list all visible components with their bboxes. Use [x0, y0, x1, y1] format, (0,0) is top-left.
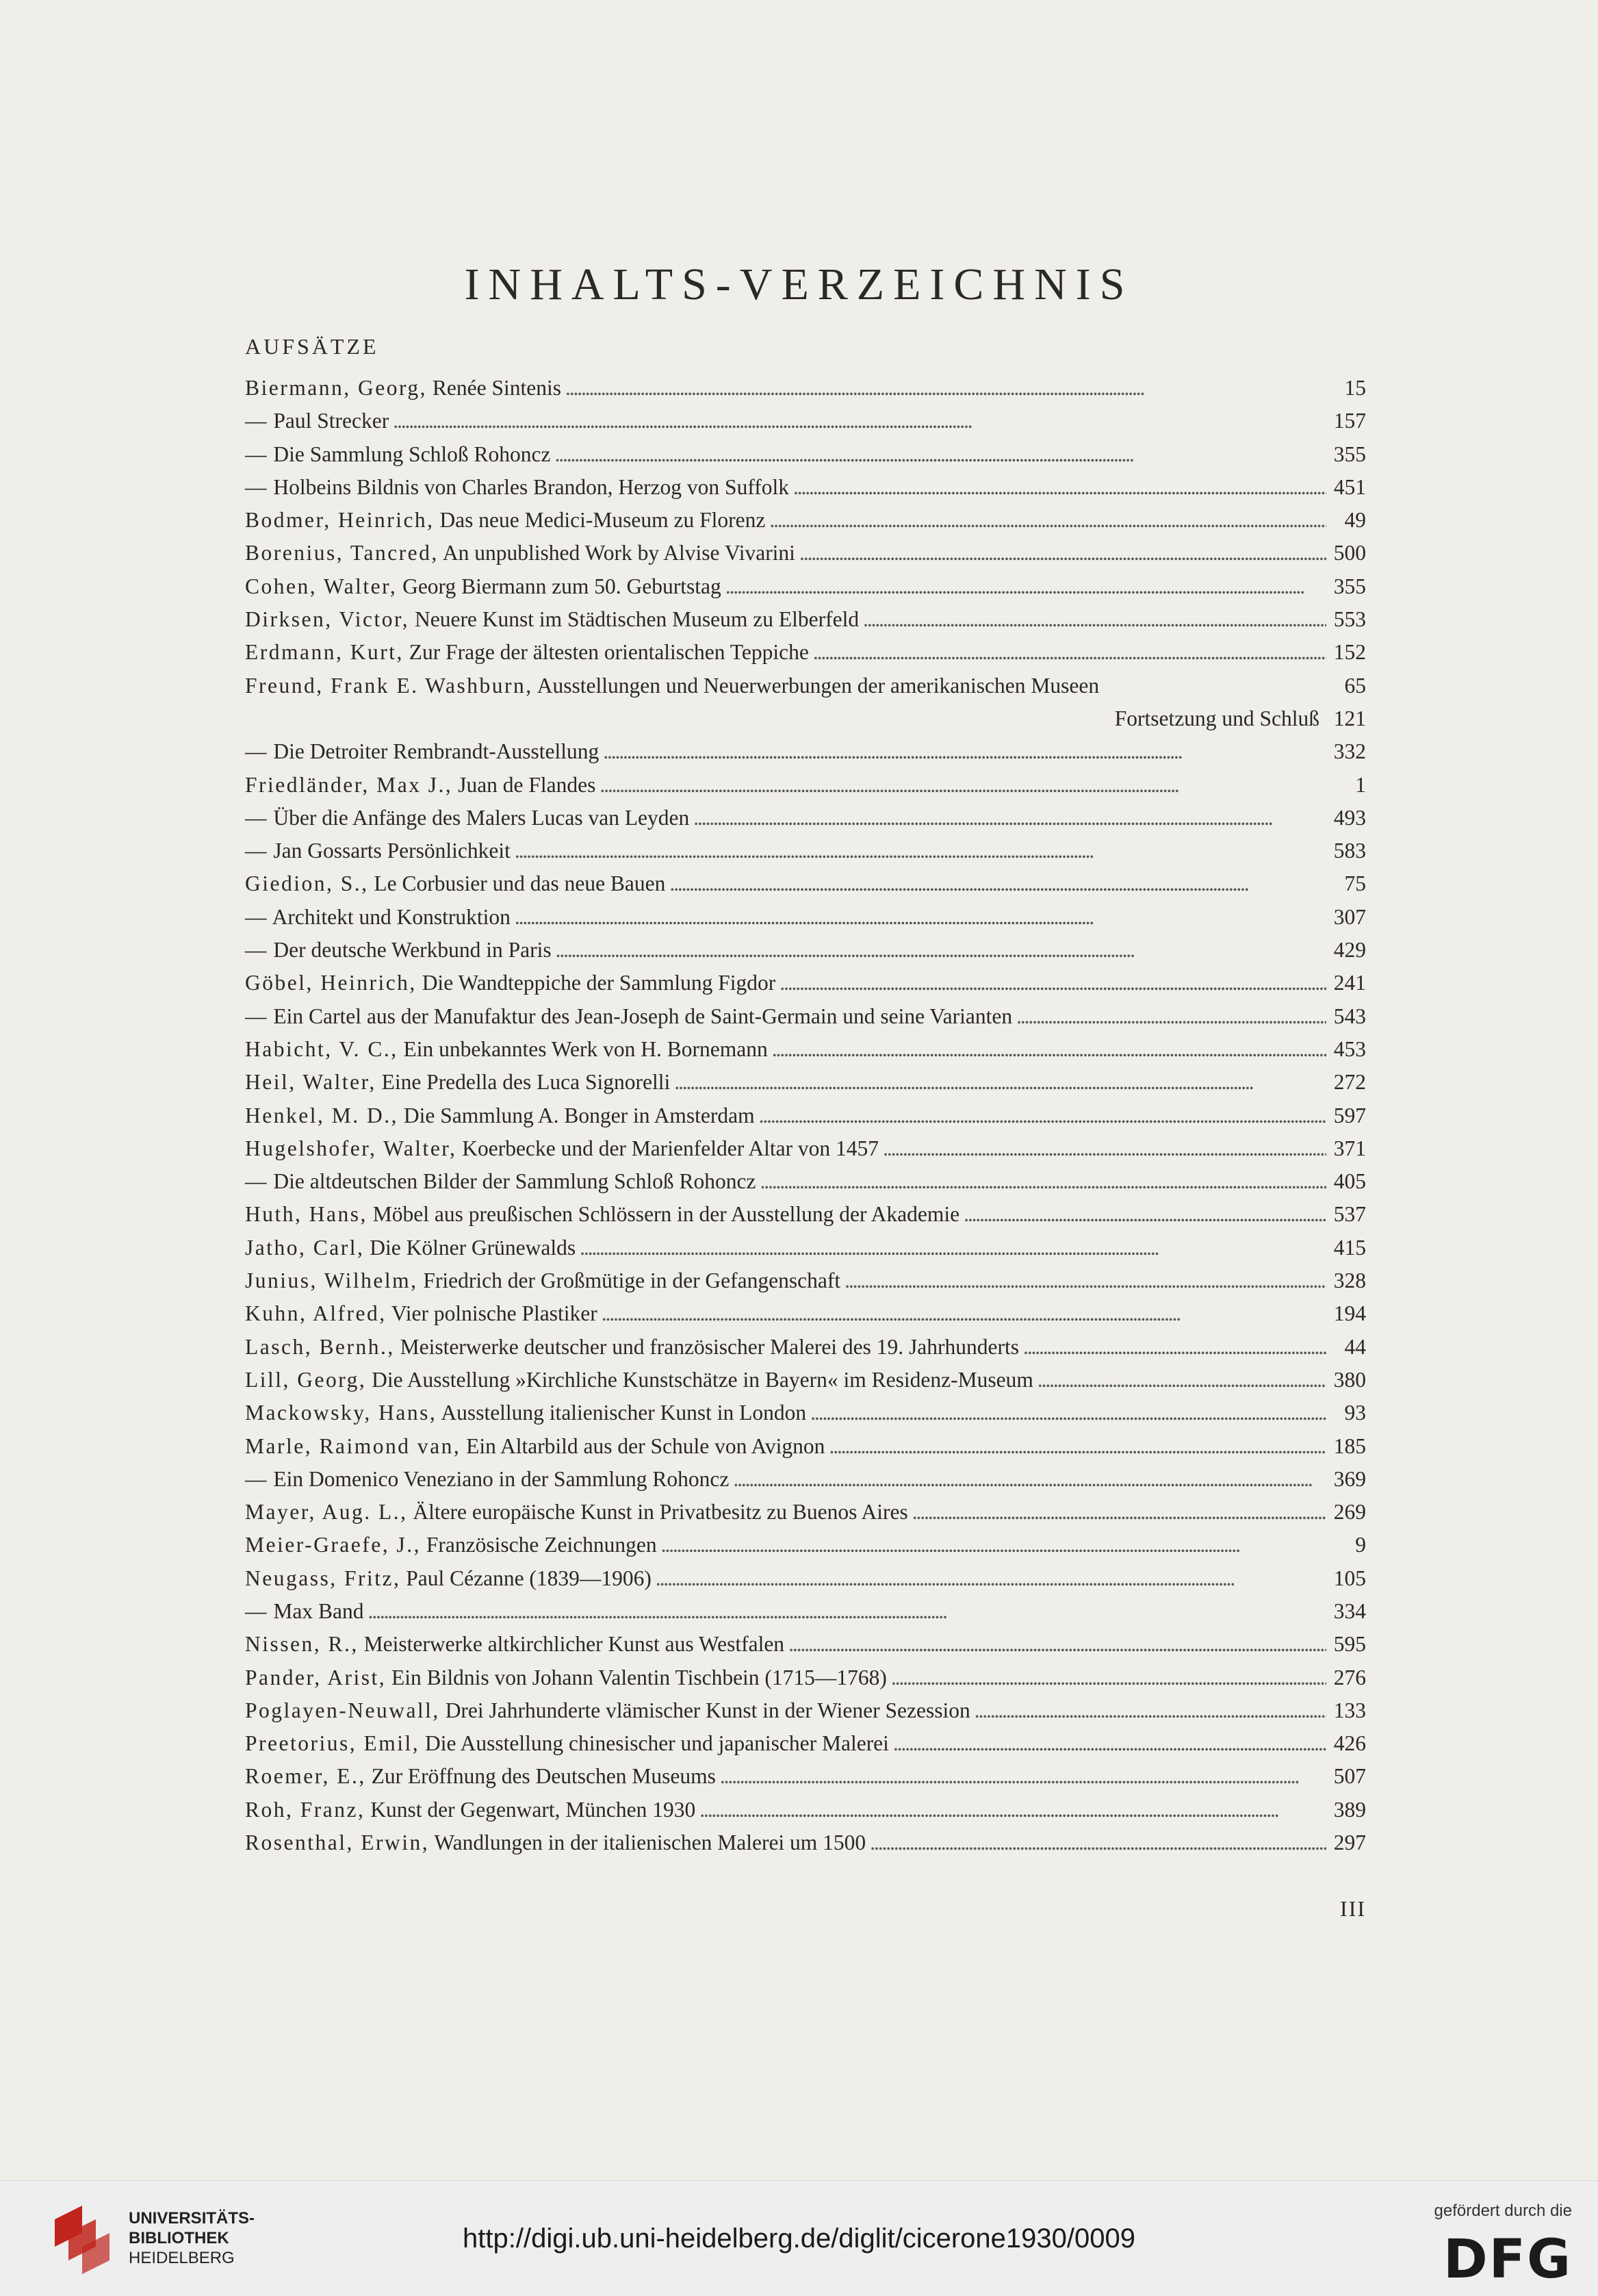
ditto-dash: —: [245, 839, 267, 863]
dfg-logo: DFG: [1443, 2229, 1572, 2291]
ditto-dash: —: [245, 1169, 267, 1194]
toc-entry: [245, 769, 1366, 802]
entry-title: Kunst der Gegenwart, München 1930: [365, 1797, 696, 1822]
dot-leader: [656, 1562, 1326, 1595]
entry-title: Die Kölner Grünewalds: [364, 1235, 576, 1260]
toc-entry: [245, 1628, 1366, 1661]
dot-leader: [556, 934, 1326, 967]
entry-author: Roemer, E.,: [245, 1764, 366, 1789]
entry-author: Junius, Wilhelm,: [245, 1268, 418, 1293]
entry-page-number: 269: [1333, 1500, 1366, 1525]
ditto-dash: —: [245, 904, 267, 929]
funding-note: gefördert durch die: [1434, 2202, 1572, 2220]
toc-entry: [245, 967, 1366, 999]
ditto-dash: —: [245, 1466, 267, 1491]
entry-title: Architekt und Konstruktion: [268, 904, 511, 929]
toc-entry: [245, 1331, 1366, 1364]
entry-author: Jatho, Carl,: [245, 1235, 365, 1260]
toc-entry: [245, 1826, 1366, 1859]
entry-page-number: 543: [1333, 1004, 1366, 1028]
dot-leader: [810, 1396, 1326, 1429]
entry-title: Koerbecke und der Marienfelder Altar von 1457: [456, 1136, 879, 1160]
dot-leader: [580, 1232, 1326, 1264]
entry-page-number: 276: [1333, 1665, 1366, 1689]
page-number: III: [1340, 1896, 1366, 1921]
entry-author: Cohen, Walter,: [245, 574, 398, 598]
toc-entry: [245, 471, 1366, 504]
entry-title: Paul Strecker: [268, 409, 389, 433]
entry-title: Drei Jahrhunderte vlämischer Kunst in der Wiener Sezession: [439, 1698, 970, 1722]
toc-entry: [245, 1430, 1366, 1463]
toc-entry: [245, 702, 1366, 735]
dot-leader: [1038, 1364, 1326, 1396]
entry-page-number: 597: [1333, 1103, 1366, 1127]
ditto-dash: —: [245, 805, 267, 830]
entry-page-number: 583: [1333, 839, 1366, 863]
toc-entry: [245, 1496, 1366, 1529]
entry-page-number: 133: [1333, 1698, 1366, 1722]
dot-leader: [799, 537, 1326, 570]
entry-author: Dirksen, Victor,: [245, 607, 410, 632]
entry-title: Die Ausstellung chinesischer und japanischer Malerei: [420, 1731, 889, 1756]
dot-leader: [893, 1727, 1326, 1760]
toc-entry: [245, 438, 1366, 471]
entry-page-number: 451: [1333, 474, 1366, 499]
dot-leader: [760, 1165, 1326, 1198]
toc-entry: [245, 1099, 1366, 1132]
dot-leader: [779, 967, 1326, 999]
entry-author: Marle, Raimond van,: [245, 1433, 461, 1458]
entry-page-number: 272: [1333, 1070, 1366, 1095]
entry-page-number: 49: [1344, 508, 1366, 533]
dot-leader: [368, 1595, 1326, 1628]
dot-leader: [883, 1132, 1326, 1165]
dot-leader: [699, 1794, 1326, 1826]
toc-entry: [245, 1529, 1366, 1561]
toc-entry: [245, 603, 1366, 636]
library-name: UNIVERSITÄTS- BIBLIOTHEK HEIDELBERG: [129, 2209, 255, 2267]
entry-page-number: 328: [1333, 1268, 1366, 1293]
entry-page-number: 371: [1333, 1136, 1366, 1160]
toc-entry: [245, 934, 1366, 967]
dot-leader: [720, 1760, 1326, 1793]
dot-leader: [863, 603, 1326, 636]
footer-bar: [0, 2180, 1598, 2296]
entry-page-number: 553: [1333, 607, 1366, 632]
entry-title: Die altdeutschen Bilder der Sammlung Schloß Rohoncz: [268, 1169, 756, 1194]
entry-author: Hugelshofer, Walter,: [245, 1136, 457, 1160]
entry-title: Ausstellungen und Neuerwerbungen der amerikanischen Museen: [532, 673, 1100, 698]
entry-author: Pander, Arist,: [245, 1665, 387, 1689]
toc-entry: [245, 636, 1366, 669]
dot-leader: [813, 636, 1326, 669]
toc-entry: [245, 405, 1366, 437]
entry-title: Zur Eröffnung des Deutschen Museums: [365, 1764, 716, 1789]
entry-author: Borenius, Tancred,: [245, 541, 439, 565]
entry-author: Freund, Frank E. Washburn,: [245, 673, 533, 698]
toc-entry: [245, 1165, 1366, 1198]
entry-page-number: 241: [1333, 971, 1366, 995]
entry-title: Die Sammlung Schloß Rohoncz: [268, 442, 551, 466]
dot-leader: [759, 1099, 1326, 1132]
entry-page-number: 507: [1333, 1764, 1366, 1789]
entry-page-number: 297: [1333, 1831, 1366, 1855]
toc-entry: [245, 1760, 1366, 1793]
toc-entry: [245, 834, 1366, 867]
entry-author: Friedländer, Max J.,: [245, 772, 453, 797]
entry-title: Die Ausstellung »Kirchliche Kunstschätze in Bayern« im Residenz-Museum: [366, 1367, 1033, 1392]
dot-leader: [912, 1496, 1326, 1529]
dot-leader: [661, 1529, 1326, 1561]
entry-author: Preetorius, Emil,: [245, 1731, 420, 1756]
entry-title: Ein Bildnis von Johann Valentin Tischbein (1715—1768): [386, 1665, 887, 1689]
dot-leader: [515, 834, 1326, 867]
entry-author: Mayer, Aug. L.,: [245, 1500, 408, 1525]
entry-page-number: 369: [1333, 1466, 1366, 1491]
toc-entry: [245, 802, 1366, 834]
entry-page-number: 500: [1333, 541, 1366, 565]
entry-title: Ein Domenico Veneziano in der Sammlung Rohoncz: [268, 1466, 730, 1491]
entry-page-number: 194: [1333, 1301, 1366, 1326]
entry-title: Ein Cartel aus der Manufaktur des Jean-Joseph de Saint-Germain und seine Varianten: [268, 1004, 1013, 1028]
entry-title: Ausstellung italienischer Kunst in London: [437, 1401, 807, 1425]
entry-title: Fortsetzung und Schluß: [1114, 706, 1319, 730]
entry-title: Meisterwerke deutscher und französischer Malerei des 19. Jahrhunderts: [394, 1334, 1020, 1359]
entry-title: Renée Sintenis: [427, 376, 561, 400]
entry-author: Erdmann, Kurt,: [245, 640, 404, 665]
dot-leader: [674, 1066, 1326, 1099]
entry-page-number: 493: [1333, 805, 1366, 830]
entry-page-number: 332: [1333, 739, 1366, 764]
dot-leader: [565, 372, 1326, 405]
toc-entry: [245, 1595, 1366, 1628]
dot-leader: [845, 1264, 1326, 1297]
entry-author: Giedion, S.,: [245, 871, 369, 896]
toc-entry: [245, 1232, 1366, 1264]
toc-entry: [245, 1364, 1366, 1396]
toc-entry: [245, 901, 1366, 934]
entry-page-number: 121: [1333, 706, 1366, 730]
entry-title: Paul Cézanne (1839—1906): [400, 1566, 652, 1590]
toc-entry: [245, 1297, 1366, 1330]
entry-title: Die Wandteppiche der Sammlung Figdor: [416, 971, 776, 995]
entry-title: Meisterwerke altkirchlicher Kunst aus Westfalen: [358, 1632, 785, 1657]
entry-author: Bodmer, Heinrich,: [245, 508, 435, 533]
dot-leader: [769, 504, 1326, 537]
entry-title: Georg Biermann zum 50. Geburtstag: [397, 574, 721, 598]
entry-author: Poglayen-Neuwall,: [245, 1698, 440, 1722]
entry-page-number: 105: [1333, 1566, 1366, 1590]
toc-entry: [245, 1794, 1366, 1826]
source-url-link[interactable]: http://digi.ub.uni-heidelberg.de/diglit/cicerone1930/0009: [463, 2223, 1135, 2254]
entry-title: Friedrich der Großmütige in der Gefangenschaft: [417, 1268, 841, 1293]
entry-page-number: 44: [1344, 1334, 1366, 1359]
dot-leader: [772, 1033, 1326, 1066]
entry-author: Rosenthal, Erwin,: [245, 1831, 430, 1855]
entry-title: Die Sammlung A. Bonger in Amsterdam: [398, 1103, 755, 1127]
entry-page-number: 15: [1344, 376, 1366, 400]
dot-leader: [554, 438, 1326, 471]
dot-leader: [1023, 1331, 1326, 1364]
toc-entry: [245, 1066, 1366, 1099]
entry-title: Juan de Flandes: [452, 772, 596, 797]
toc-entry: [245, 1396, 1366, 1429]
toc-entry: [245, 1562, 1366, 1595]
entry-author: Roh, Franz,: [245, 1797, 365, 1822]
toc-entry: [245, 735, 1366, 768]
entry-page-number: 307: [1333, 904, 1366, 929]
entry-page-number: 595: [1333, 1632, 1366, 1657]
toc-entry: [245, 372, 1366, 405]
ditto-dash: —: [245, 1598, 267, 1623]
entry-title: Ein unbekanntes Werk von H. Bornemann: [398, 1036, 768, 1061]
entry-author: Nissen, R.,: [245, 1632, 359, 1657]
toc-entry: [245, 1727, 1366, 1760]
entry-page-number: 426: [1333, 1731, 1366, 1756]
entry-page-number: 389: [1333, 1797, 1366, 1822]
entry-page-number: 93: [1344, 1401, 1366, 1425]
entry-title: Ein Altarbild aus der Schule von Avignon: [461, 1433, 825, 1458]
table-of-contents: [245, 372, 1366, 1859]
entry-page-number: 355: [1333, 574, 1366, 598]
entry-author: Habicht, V. C.,: [245, 1036, 398, 1061]
ditto-dash: —: [245, 1004, 267, 1028]
entry-page-number: 157: [1333, 409, 1366, 433]
entry-title: An unpublished Work by Alvise Vivarini: [438, 541, 795, 565]
entry-title: Über die Anfänge des Malers Lucas van Leyden: [268, 805, 690, 830]
toc-entry: [245, 504, 1366, 537]
entry-page-number: 537: [1333, 1202, 1366, 1227]
entry-page-number: 453: [1333, 1036, 1366, 1061]
dot-leader: [733, 1463, 1326, 1496]
entry-title: Max Band: [268, 1598, 364, 1623]
dot-leader: [891, 1661, 1326, 1694]
entry-page-number: 405: [1333, 1169, 1366, 1194]
entry-page-number: 75: [1344, 871, 1366, 896]
toc-entry: [245, 1132, 1366, 1165]
entry-title: Das neue Medici-Museum zu Florenz: [434, 508, 766, 533]
dot-leader: [515, 901, 1326, 934]
entry-title: Jan Gossarts Persönlichkeit: [268, 839, 511, 863]
dot-leader: [1016, 1000, 1326, 1033]
toc-entry: [245, 1198, 1366, 1231]
entry-page-number: 380: [1333, 1367, 1366, 1392]
toc-entry: [245, 1264, 1366, 1297]
dot-leader: [393, 405, 1326, 437]
entry-page-number: 334: [1333, 1598, 1366, 1623]
section-heading: AUFSÄTZE: [245, 334, 379, 359]
entry-page-number: 9: [1355, 1533, 1366, 1557]
toc-entry: [245, 1033, 1366, 1066]
entry-author: Göbel, Heinrich,: [245, 971, 417, 995]
entry-title: Möbel aus preußischen Schlössern in der Ausstellung der Akademie: [367, 1202, 960, 1227]
entry-title: Le Corbusier und das neue Bauen: [368, 871, 666, 896]
entry-page-number: 355: [1333, 442, 1366, 466]
dot-leader: [603, 735, 1326, 768]
entry-author: Meier-Graefe, J.,: [245, 1533, 422, 1557]
entry-page-number: 185: [1333, 1433, 1366, 1458]
entry-title: Der deutsche Werkbund in Paris: [268, 938, 552, 962]
toc-entry: [245, 669, 1366, 702]
ditto-dash: —: [245, 409, 267, 433]
entry-page-number: 429: [1333, 938, 1366, 962]
entry-title: Vier polnische Plastiker: [386, 1301, 597, 1326]
toc-entry: [245, 1000, 1366, 1033]
ditto-dash: —: [245, 474, 267, 499]
entry-title: Die Detroiter Rembrandt-Ausstellung: [268, 739, 600, 764]
entry-page-number: 415: [1333, 1235, 1366, 1260]
dot-leader: [870, 1826, 1326, 1859]
entry-title: Holbeins Bildnis von Charles Brandon, Herzog von Suffolk: [268, 474, 789, 499]
dot-leader: [964, 1198, 1326, 1231]
dot-leader: [602, 1297, 1326, 1330]
toc-entry: [245, 537, 1366, 570]
entry-title: Eine Predella des Luca Signorelli: [376, 1070, 671, 1095]
entry-title: Ältere europäische Kunst in Privatbesitz zu Buenos Aires: [407, 1500, 908, 1525]
dot-leader: [975, 1694, 1326, 1727]
page-title: INHALTS-VERZEICHNIS: [464, 259, 1134, 309]
toc-entry: [245, 1694, 1366, 1727]
entry-author: Lasch, Bernh.,: [245, 1334, 395, 1359]
ditto-dash: —: [245, 938, 267, 962]
dot-leader: [829, 1430, 1326, 1463]
entry-title: Zur Frage der ältesten orientalischen Teppiche: [403, 640, 809, 665]
entry-title: Wandlungen in der italienischen Malerei um 1500: [429, 1831, 866, 1855]
toc-entry: [245, 1463, 1366, 1496]
entry-author: Henkel, M. D.,: [245, 1103, 398, 1127]
entry-author: Heil, Walter,: [245, 1070, 376, 1095]
entry-author: Lill, Georg,: [245, 1367, 367, 1392]
ditto-dash: —: [245, 442, 267, 466]
dot-leader: [669, 867, 1326, 900]
dot-leader: [793, 471, 1326, 504]
dot-leader: [600, 769, 1326, 802]
entry-author: Biermann, Georg,: [245, 376, 427, 400]
ditto-dash: —: [245, 739, 267, 764]
entry-page-number: 1: [1355, 772, 1366, 797]
entry-page-number: 152: [1333, 640, 1366, 665]
entry-author: Huth, Hans,: [245, 1202, 368, 1227]
entry-title: Neuere Kunst im Städtischen Museum zu Elberfeld: [409, 607, 860, 632]
entry-page-number: 65: [1344, 673, 1366, 698]
toc-entry: [245, 1661, 1366, 1694]
dot-leader: [693, 802, 1326, 834]
toc-entry: [245, 867, 1366, 900]
dot-leader: [725, 570, 1326, 603]
entry-author: Neugass, Fritz,: [245, 1566, 401, 1590]
dot-leader: [788, 1628, 1326, 1661]
toc-entry: [245, 570, 1366, 603]
entry-title: Französische Zeichnungen: [421, 1533, 657, 1557]
entry-author: Kuhn, Alfred,: [245, 1301, 387, 1326]
entry-author: Mackowsky, Hans,: [245, 1401, 437, 1425]
